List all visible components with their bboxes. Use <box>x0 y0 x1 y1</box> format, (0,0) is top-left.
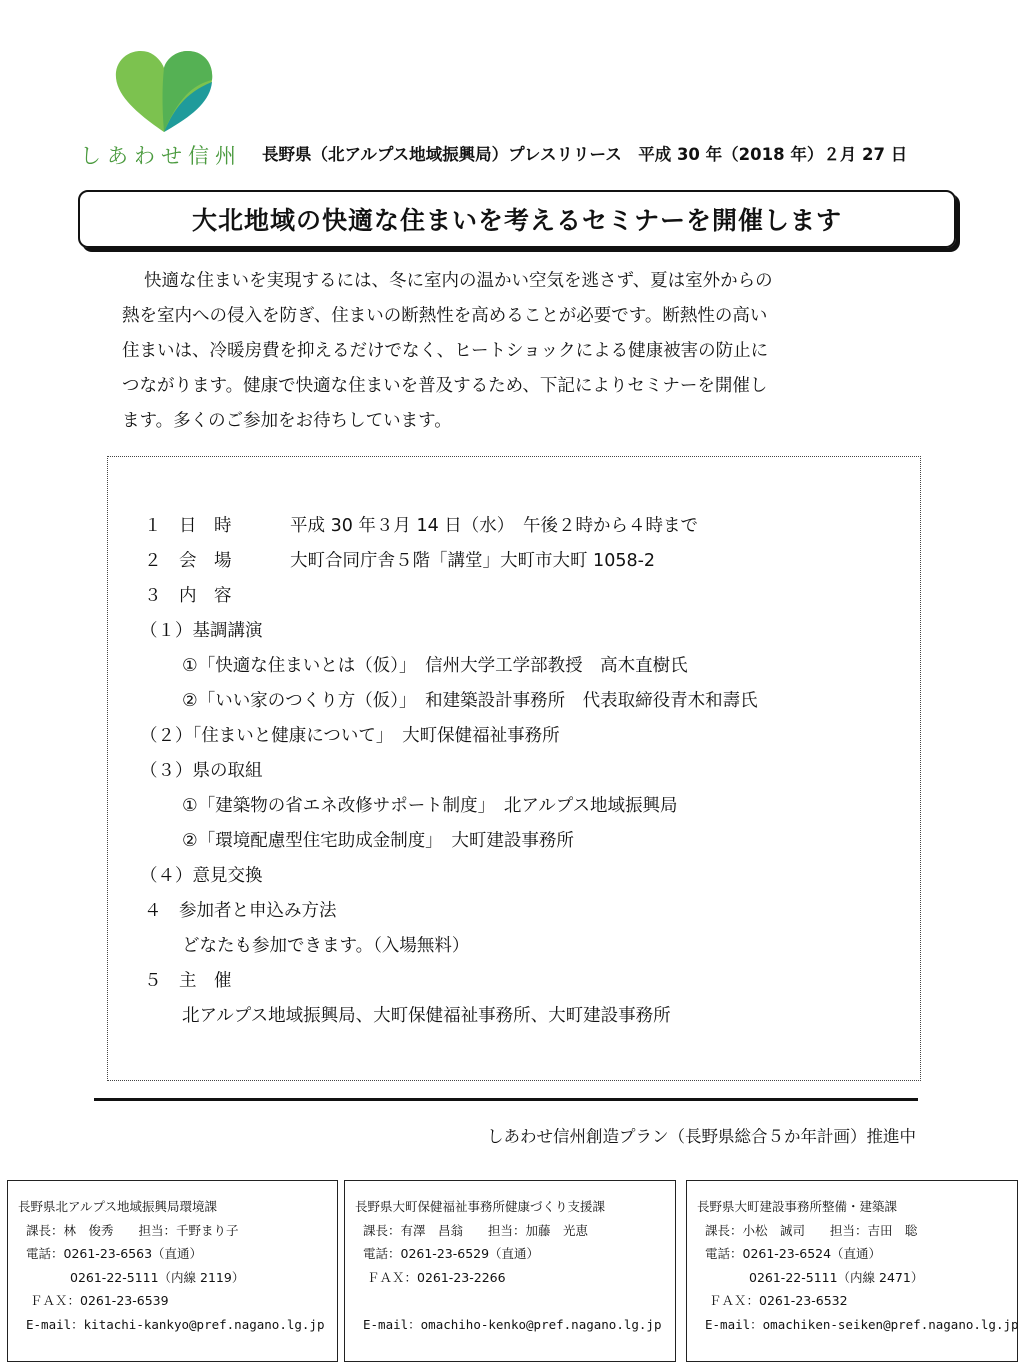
contact-fax: ＦＡＸ：0261-23-2266 <box>367 1269 506 1285</box>
contact-box <box>686 1180 1018 1362</box>
venue-label: ２ 会 場 <box>144 551 232 571</box>
host-label: ５ 主 催 <box>144 971 232 991</box>
contact-box <box>7 1180 338 1362</box>
contact-staff: 課長：小松 誠司 担当：吉田 聡 <box>705 1222 918 1238</box>
date-label: １ 日 時 <box>144 516 232 536</box>
intro-line: 快適な住まいを実現するには、冬に室内の温かい空気を逃さず、夏は室外からの <box>144 271 773 291</box>
contact-org: 長野県北アルプス地域振興局環境課 <box>18 1199 218 1214</box>
divider <box>94 1098 918 1101</box>
contact-spacer <box>355 1289 675 1313</box>
contact-fax: ＦＡＸ：0261-23-6532 <box>709 1293 848 1308</box>
intro-line: 熱を室内への侵入を防ぎ、住まいの断熱性を高めることが必要です。断熱性の高い <box>122 306 768 326</box>
venue-value: 大町合同庁舎５階「講堂」大町市大町 1058-2 <box>290 551 656 571</box>
contact-staff: 課長：林 俊秀 担当：千野まり子 <box>26 1222 239 1238</box>
contact-staff: 課長：有澤 昌翁 担当：加藤 光恵 <box>363 1222 589 1238</box>
pref-item: ②「環境配慮型住宅助成金制度」 大町建設事務所 <box>182 831 574 851</box>
pref-heading: （３）県の取組 <box>140 761 263 781</box>
keynote-item: ②「いい家のつくり方（仮）」 和建築設計事務所 代表取締役青木和壽氏 <box>182 691 758 711</box>
contact-tel: 電話：0261-23-6529（直通） <box>363 1246 540 1261</box>
exchange-heading: （４）意見交換 <box>140 866 263 886</box>
contact-email: E-mail：omachiho-kenko@pref.nagano.lg.jp <box>363 1316 662 1332</box>
press-release-header: 長野県（北アルプス地域振興局）プレスリリース 平成 30 年（2018 年）２月 27 日 <box>262 145 908 164</box>
contact-tel: 0261-22-5111（内線 2471） <box>749 1269 924 1285</box>
host-value: 北アルプス地域振興局、大町保健福祉事務所、大町建設事務所 <box>182 1006 671 1026</box>
contact-org: 長野県大町保健福祉事務所健康づくり支援課 <box>355 1199 606 1214</box>
participants-label: ４ 参加者と申込み方法 <box>144 901 337 921</box>
intro-line: 住まいは、冷暖房費を抑えるだけでなく、ヒートショックによる健康被害の防止に <box>122 341 769 361</box>
keynote-item: ①「快適な住まいとは（仮）」 信州大学工学部教授 高木直樹氏 <box>182 656 688 676</box>
shiawase-shinshu-logo-icon <box>112 48 216 134</box>
contact-fax: ＦＡＸ：0261-23-6539 <box>30 1293 169 1308</box>
logo-text: しあわせ信州 <box>80 144 242 168</box>
keynote-heading: （１）基調講演 <box>140 621 263 641</box>
details-box <box>107 456 921 1081</box>
intro-paragraph <box>122 264 922 439</box>
plan-slogan: しあわせ信州創造プラン（長野県総合５か年計画）推進中 <box>487 1127 916 1146</box>
health-talk: （２）「住まいと健康について」 大町保健福祉事務所 <box>140 726 560 746</box>
page-title: 大北地域の快適な住まいを考えるセミナーを開催します <box>191 206 842 235</box>
contact-org: 長野県大町建設事務所整備・建築課 <box>697 1199 898 1214</box>
pref-item: ①「建築物の省エネ改修サポート制度」 北アルプス地域振興局 <box>182 796 678 816</box>
contact-tel: 電話：0261-23-6563（直通） <box>26 1246 203 1261</box>
participants-value: どなたも参加できます。（入場無料） <box>182 936 470 956</box>
contact-tel: 電話：0261-23-6524（直通） <box>705 1246 882 1261</box>
title-box <box>78 190 956 248</box>
date-value: 平成 30 年３月 14 日（水） 午後２時から４時まで <box>290 516 699 536</box>
contact-tel: 0261-22-5111（内線 2119） <box>70 1269 245 1285</box>
intro-line: ます。多くのご参加をお待ちしています。 <box>122 411 452 431</box>
content-label: ３ 内 容 <box>144 586 232 606</box>
contact-email: E-mail：kitachi-kankyo@pref.nagano.lg.jp <box>26 1316 325 1332</box>
contact-email: E-mail：omachiken-seiken@pref.nagano.lg.jp <box>705 1316 1019 1332</box>
intro-line: つながります。健康で快適な住まいを普及するため、下記によりセミナーを開催し <box>122 376 768 396</box>
contact-box <box>344 1180 676 1362</box>
